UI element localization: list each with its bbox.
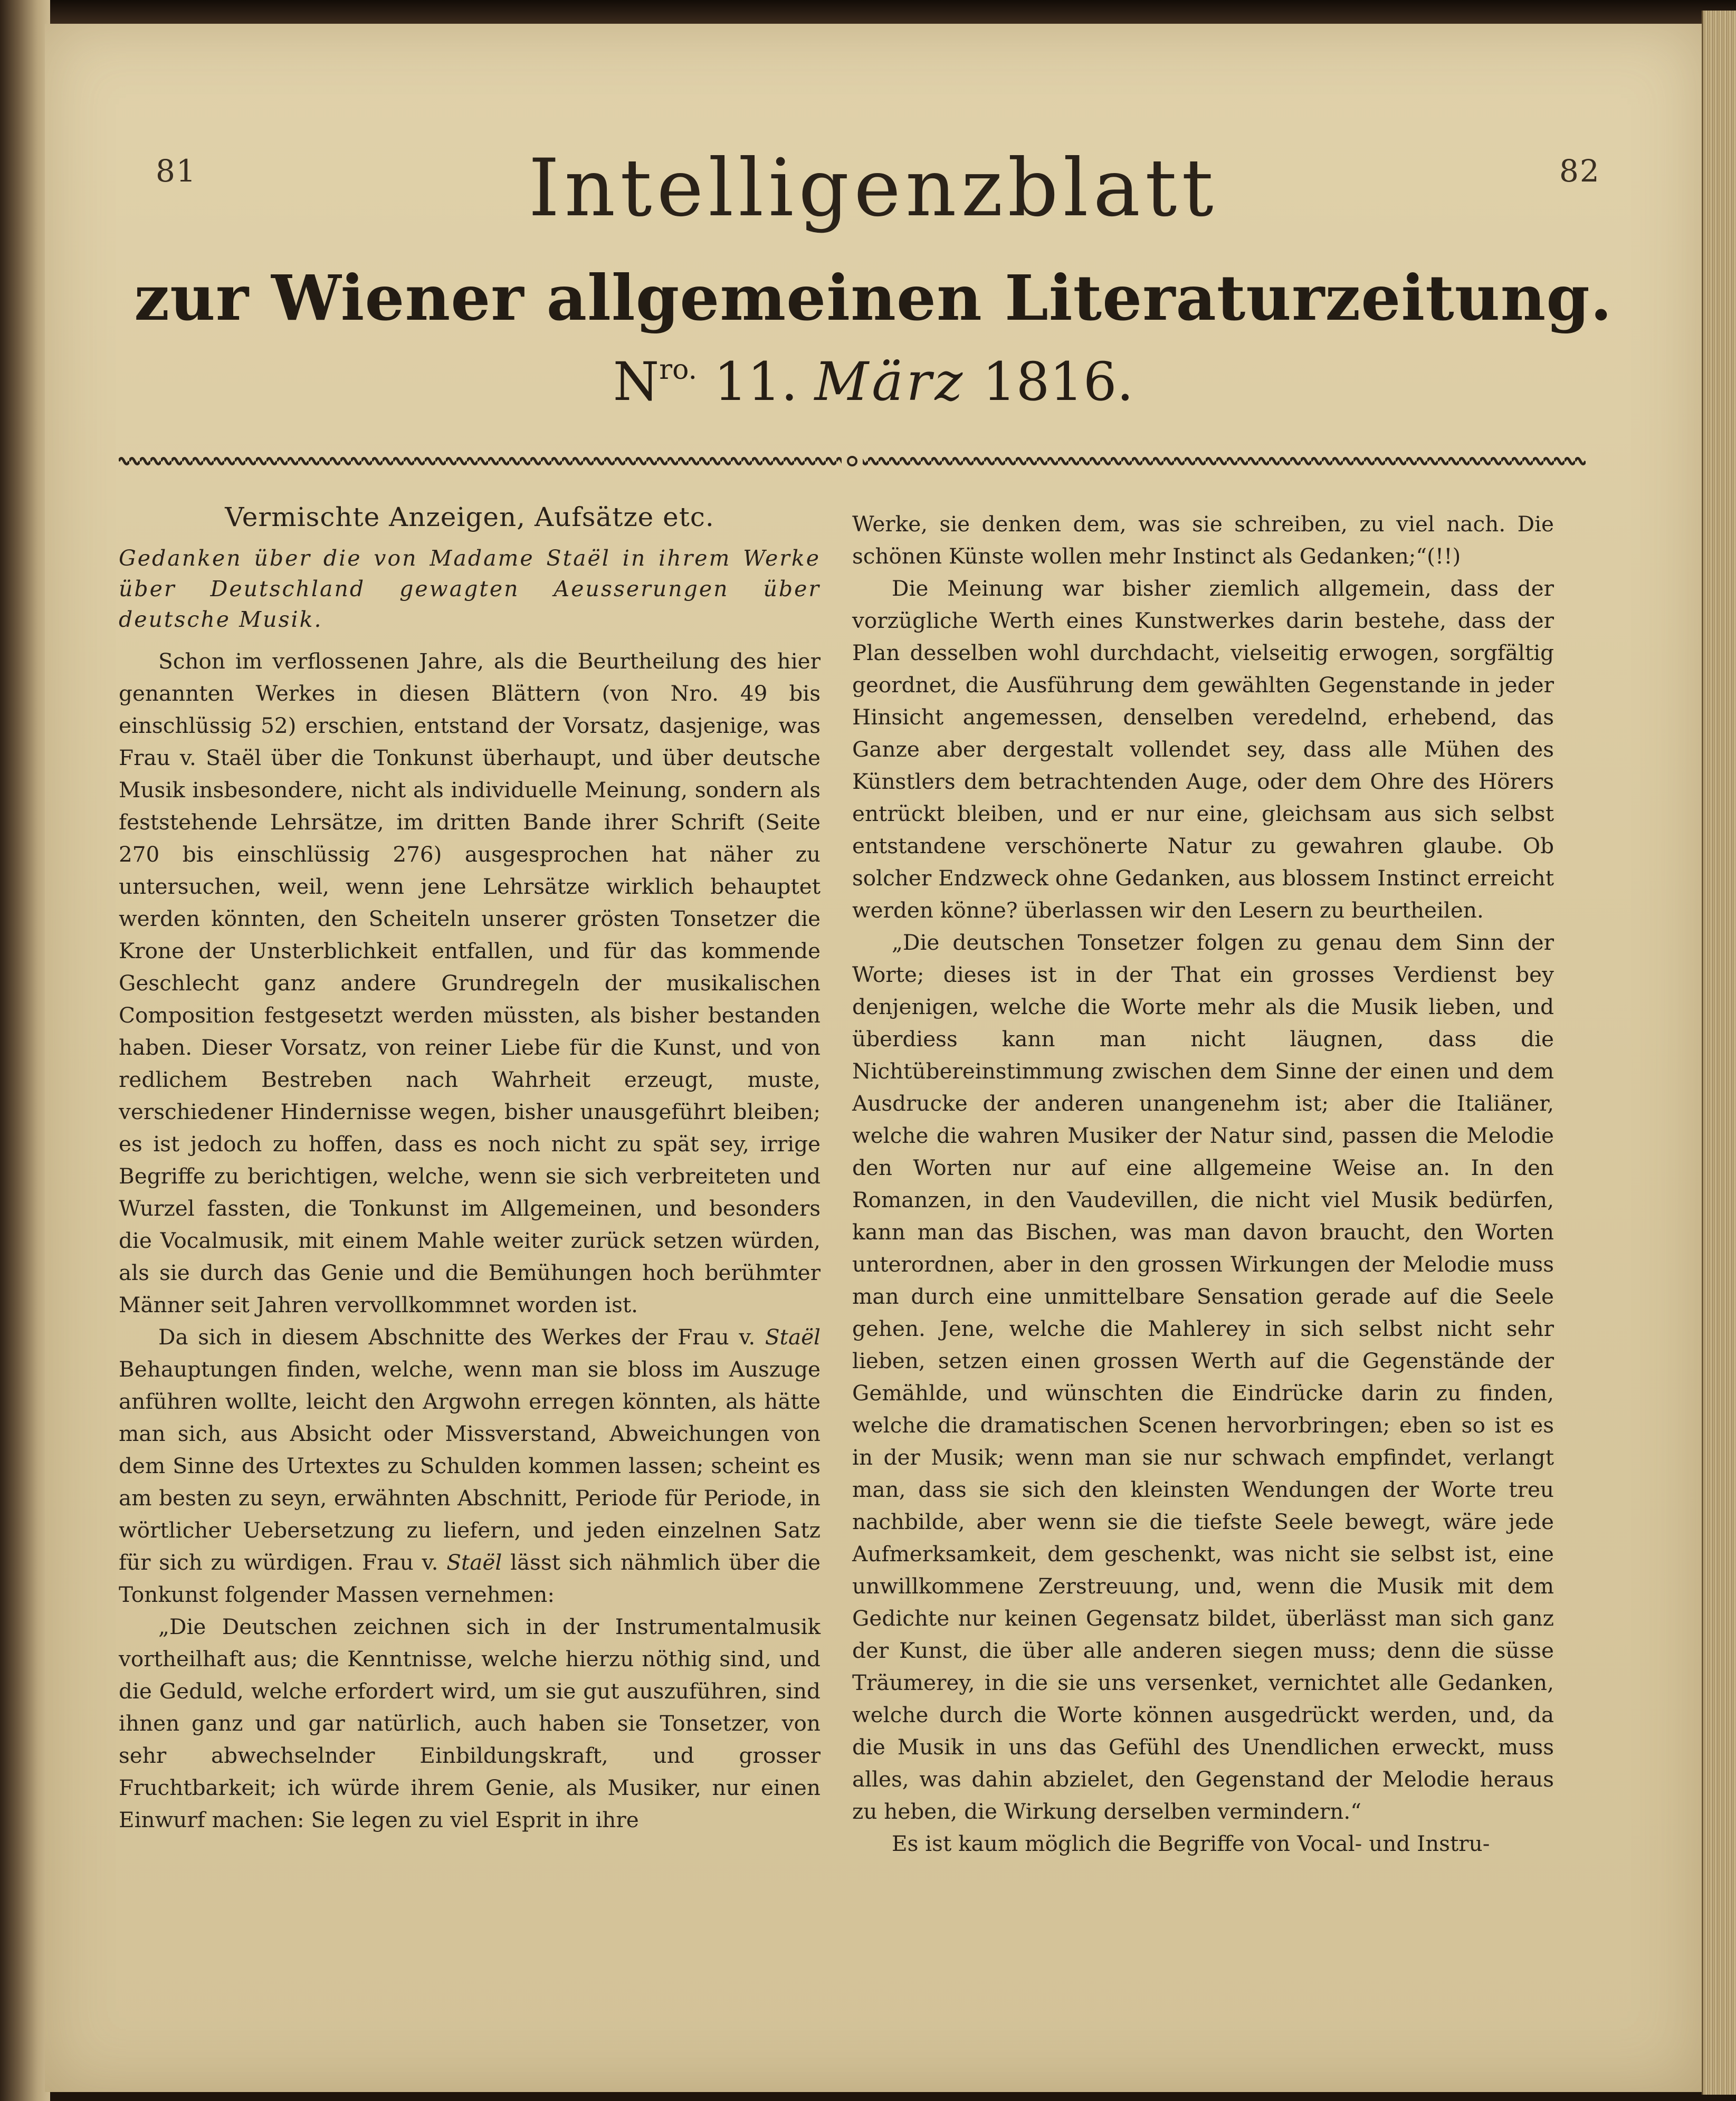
page-edges — [1702, 11, 1736, 2095]
ornamental-rule — [119, 452, 1586, 470]
quote-continuation: Werke, sie denken dem, was sie schreiben, zu viel nach. Die schönen Künste wollen mehr Instinct als Gedanken;“(!!) — [852, 511, 1554, 569]
text-run: lässt sich nähmlich über die Tonkunst folgender Massen vernehmen: — [119, 1550, 821, 1607]
scan-top-shadow — [0, 0, 1736, 24]
left-column — [119, 501, 821, 1836]
issue-number: 11. — [713, 351, 798, 413]
text-run: Behauptungen finden, welche, wenn man sie bloss im Auszuge anführen wollte, leicht den Argwohn erregen könnten, als hätte man sich, aus Absicht oder Missverstand, Abweichungen von dem Sinne des Urtextes zu Schulden kommen lassen; scheint es am besten zu seyn, erwähnten Abschnitt, Periode für Periode, in wörtlicher Uebersetzung zu liefern, und jeden einzelnen Satz für sich zu würdigen. Frau v. — [119, 1357, 821, 1575]
book-spine — [0, 0, 50, 2101]
paragraph: Die Meinung war bisher ziemlich allgemein, dass der vorzügliche Werth eines Kunstwerkes darin bestehe, dass der Plan desselben wohl durchdacht, vielseitig erwogen, sorgfältig geordnet, die Ausführung dem gewählten Gegenstande in jeder Hinsicht angemessen, denselben veredelnd, erhebend, das Ganze aber dergestalt vollendet sey, dass alle Mühen des Künstlers dem betrachtenden Auge, oder dem Ohre des Hörers entrückt bleiben, und er nur eine, gleichsam aus sich selbst entstandene verschönerte Natur zu gewahren glaube. Ob solcher Endzweck ohne Gedanken, aus blossem Instinct erreicht werden könne? überlassen wir den Lesern zu beurtheilen. — [852, 576, 1554, 923]
right-column — [852, 508, 1554, 1860]
quote-paragraph: „Die deutschen Tonsetzer folgen zu genau dem Sinn der Worte; dieses ist in der That ein grosses Verdienst bey denjenigen, welche die Worte mehr als die Musik lieben, und überdiess kann man nicht läugnen, dass die Nichtübereinstimmung zwischen dem Sinne der einen und dem Ausdrucke der anderen unangenehm ist; aber die Italiäner, welche die wahren Musiker der Natur sind, passen die Melodie den Worten nur auf eine allgemeine Weise an. In den Romanzen, in den Vaudevillen, die nicht viel Musik bedürfen, kann man das Bischen, was man davon braucht, den Worten unterordnen, aber in den grossen Wirkungen der Melodie muss man durch eine unmittelbare Sensation gerade auf die Seele gehen. Jene, welche die Mahlerey in sich selbst nicht sehr lieben, setzen einen grossen Werth auf die Gegenstände der Gemählde, und wünschten die Eindrücke darin zu finden, welche die dramatischen Scenen hervorbringen; eben so ist es in der Musik; wenn man sie nur schwach empfindet, verlangt man, dass sie sich den kleinsten Wendungen der Worte treu nachbilde, aber wenn sie die tiefste Seele bewegt, wäre jede Aufmerksamkeit, dem geschenkt, was nicht sie selbst ist, eine unwillkommene Zerstreuung, und, wenn die Musik mit dem Gedichte nur keinen Gegensatz bildet, überlässt man sich ganz der Kunst, die über alle anderen siegen muss; denn die süsse Träumerey, in die sie uns versenket, vernichtet alle Gedanken, welche durch die Worte können ausgedrückt werden, und, da die Musik in uns das Gefühl des Unendlichen erweckt, muss alles, was dahin abzielet, den Gegenstand der Melodie heraus zu heben, die Wirkung derselben vermindern.“ — [852, 930, 1554, 1824]
issue-prefix-sup: ro. — [659, 354, 698, 386]
masthead-subtitle: zur Wiener allgemeinen Literaturzeitung. — [134, 261, 1613, 335]
page-number-right: 82 — [1559, 153, 1600, 189]
quote-paragraph: „Die Deutschen zeichnen sich in der Instrumentalmusik vortheilhaft aus; die Kenntnisse, welche hierzu nöthig sind, und die Geduld, welche erfordert wird, um sie gut auszuführen, sind ihnen ganz und gar natürlich, auch haben sie Tonsetzer, von sehr abwechselnder Einbildungskraft, und grosser Fruchtbarkeit; ich würde ihrem Genie, als Musiker, nur einen Einwurf machen: Sie legen zu viel Esprit in ihre — [119, 1614, 821, 1832]
paragraph: Schon im verflossenen Jahre, als die Beurtheilung des hier genannten Werkes in diesen Blättern (von Nro. 49 bis einschlüssig 52) erschien, entstand der Vorsatz, dasjenige, was Frau v. Staël über die Tonkunst überhaupt, und über deutsche Musik insbesondere, nicht als individuelle Meinung, sondern als feststehende Lehrsätze, im dritten Bande ihrer Schrift (Seite 270 bis einschlüssig 276) ausgesprochen hat näher zu untersuchen, weil, wenn jene Lehrsätze wirklich behauptet werden könnten, den Scheiteln unserer grösten Tonsetzer die Krone der Unsterblichkeit entfallen, und für das kommende Geschlecht ganz andere Grundregeln der musikalischen Composition festgesetzt werden müssten, als bisher bestanden haben. Dieser Vorsatz, von reiner Liebe für die Kunst, und von redlichem Bestreben nach Wahrheit erzeugt, muste, verschiedener Hindernisse wegen, bisher unausgeführt bleiben; es ist jedoch zu hoffen, dass es noch nicht zu spät sey, irrige Begriffe zu berichtigen, welche, wenn sie sich verbreiteten und Wurzel fassten, die Tonkunst im Allgemeinen, und besonders die Vocalmusik, mit einem Mahle weiter zurück setzen würden, als sie durch das Genie und die Bemühungen hoch berühmter Männer seit Jahren vervollkommnet worden ist. — [119, 648, 821, 1317]
issue-month: März — [814, 351, 966, 413]
name-stael: Staël — [446, 1550, 502, 1575]
issue-prefix: N — [613, 351, 660, 413]
text-run: Da sich in diesem Abschnitte des Werkes der Frau v. — [158, 1324, 756, 1350]
issue-line — [45, 351, 1702, 413]
page-number-left: 81 — [156, 153, 197, 189]
paragraph — [119, 1321, 821, 1611]
issue-year: 1816. — [982, 351, 1134, 413]
masthead-title: Intelligenzblatt — [528, 142, 1218, 234]
paragraph: Es ist kaum möglich die Begriffe von Vocal- und Instru- — [892, 1831, 1490, 1856]
section-heading: Vermischte Anzeigen, Aufsätze etc. — [225, 502, 714, 532]
name-stael: Staël — [765, 1324, 821, 1350]
article-heading: Gedanken über die von Madame Staël in ihrem Werke über Deutschland gewagten Aeusserungen über deutsche Musik. — [119, 546, 821, 632]
newspaper-page — [45, 24, 1702, 2092]
